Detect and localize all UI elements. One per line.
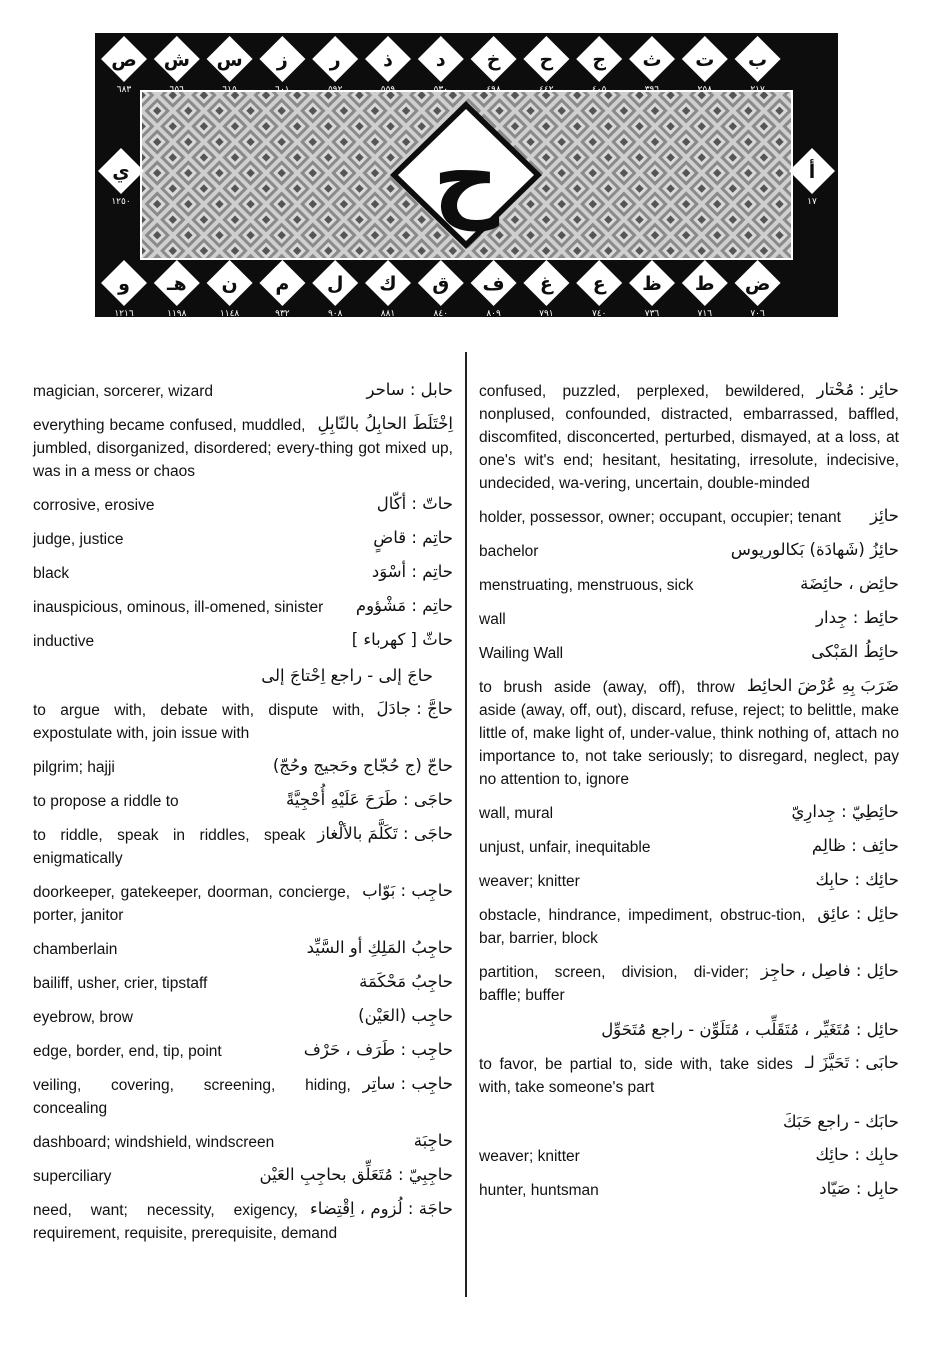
arabic-headword: حاتِم : مَشْؤوم: [355, 596, 453, 615]
letter-tile-page: ١٢٥٠: [111, 197, 131, 207]
letter-tile-letter: ف: [482, 273, 505, 295]
letter-tile-letter: أ: [808, 161, 816, 183]
dictionary-entry: [479, 1053, 899, 1099]
english-definition: weaver; knitter: [479, 873, 580, 890]
chapter-banner: [95, 33, 838, 317]
letter-tile-letter: س: [216, 49, 243, 71]
dictionary-entry: [33, 972, 453, 995]
dictionary-entry: [33, 562, 453, 585]
arabic-headword: حابَك - راجع حَبَكَ: [782, 1112, 899, 1131]
letter-tile-page: ٧٩١: [539, 309, 554, 317]
english-definition: judge, justice: [33, 531, 124, 548]
dictionary-entry: [33, 664, 453, 688]
letter-tile-page: ٩٣٢: [275, 309, 290, 317]
english-definition: to riddle, speak in riddles, speak enigmatically: [33, 827, 306, 867]
dictionary-entry: [479, 676, 899, 791]
english-definition: weaver; knitter: [479, 1148, 580, 1165]
english-definition: holder, possessor, owner; occupant, occupier; tenant: [479, 509, 841, 526]
dictionary-entry: [33, 1074, 453, 1120]
english-definition: edge, border, end, tip, point: [33, 1043, 222, 1060]
arabic-headword: حاجِب (العَيْن): [358, 1006, 453, 1025]
arabic-headword: حاثّ [ كهرباء ]: [351, 630, 453, 649]
english-definition: inauspicious, ominous, ill-omened, sinister: [33, 599, 324, 616]
letter-tile-letter: ص: [111, 49, 137, 71]
dictionary-entry: [33, 824, 453, 870]
arabic-headword: حائِل : مُتَغَيِّر ، مُتَقَلِّب ، مُتَلَوِّن - راجع مُتَحَوِّل: [601, 1020, 899, 1039]
letter-tile-letter: غ: [539, 273, 553, 295]
arabic-headword: حاتِم : قاضٍ: [373, 528, 453, 547]
letter-tile-page: ٨٨١: [380, 309, 396, 317]
dictionary-entry: [33, 1131, 453, 1154]
letter-tile-letter: ج: [592, 49, 607, 71]
english-definition: Wailing Wall: [479, 645, 564, 662]
dictionary-entry: [479, 1018, 899, 1042]
dictionary-entry: [33, 494, 453, 517]
english-definition: menstruating, menstruous, sick: [479, 577, 694, 594]
letter-tile-letter: و: [118, 273, 130, 295]
main-letter: ح: [432, 124, 500, 231]
arabic-headword: حائِر : مُحْتار: [816, 380, 899, 399]
dictionary-entry: [33, 1199, 453, 1245]
letter-tile-letter: ذ: [383, 49, 393, 71]
letter-tile-page: ٨٠٩: [486, 309, 501, 317]
letter-tile-page: ٢٥٨: [697, 85, 713, 95]
english-definition: partition, screen, division, di-vider; baffle; buffer: [479, 964, 749, 1004]
english-definition: magician, sorcerer, wizard: [33, 383, 214, 400]
dictionary-entry: [33, 756, 453, 779]
dictionary-entry: [479, 1145, 899, 1168]
english-definition: to brush aside (away, off), throw aside (away, off, out), discard, refuse, reject; to belittle, make little of, make light of, under-value, think nothing of, attach no importance to, not take seriously; to disregard, neglect, pay no attention to, ignore: [479, 679, 899, 788]
letter-tile-page: ٦١٥: [222, 85, 237, 95]
arabic-headword: حاتِم : أسْوَد: [371, 562, 453, 581]
english-definition: dashboard; windshield, windscreen: [33, 1134, 275, 1151]
letter-tile-page: ٥٥٩: [380, 85, 396, 95]
arabic-headword: حائِض ، حائِضَة: [800, 574, 899, 593]
dictionary-entry: [33, 380, 453, 403]
letter-tile-letter: ن: [221, 273, 238, 295]
arabic-headword: حابَى : تَحَيَّزَ لـ: [804, 1053, 899, 1072]
dictionary-entry: [479, 380, 899, 495]
letter-tile-letter: ق: [432, 273, 450, 295]
letter-tile-letter: ع: [592, 273, 606, 295]
letter-tile-page: ٨٤٠: [433, 309, 449, 317]
letter-tile-letter: ك: [379, 273, 397, 295]
arabic-headword: حابِل : صَيّاد: [819, 1179, 899, 1198]
dictionary-entry: [479, 904, 899, 950]
arabic-headword: ضَرَبَ بِهِ عُرْضَ الحائِط: [746, 676, 899, 695]
column-divider: [465, 352, 467, 1297]
letter-tile-letter: هـ: [166, 273, 187, 295]
letter-tile-page: ١٢١٦: [114, 309, 134, 317]
english-definition: need, want; necessity, exigency, requirement, requisite, prerequisite, demand: [33, 1202, 338, 1242]
dictionary-entry: [33, 528, 453, 551]
letter-tile-page: ٦٥٦: [169, 85, 185, 95]
english-definition: wall: [479, 611, 506, 628]
arabic-headword: حائِزُ (شَهادَة) بَكالوريوس: [730, 540, 899, 559]
english-definition: confused, puzzled, perplexed, bewildered, nonplused, confounded, distracted, embarrassed, baffled, discomfited, disconcerted, perturbed, dismayed, at a loss, at one's wit's end; hesitant, hesitating, irresolute, indecisive, undecided, wa-vering, uncertain, double-minded: [479, 383, 899, 492]
arabic-headword: حائِك : حابِك: [815, 870, 899, 889]
left-column: [33, 380, 453, 1256]
dictionary-entry: [33, 699, 453, 745]
english-definition: corrosive, erosive: [33, 497, 155, 514]
letter-tile-page: ٧٤٠: [591, 309, 607, 317]
arabic-headword: اِخْتَلَطَ الحابِلُ بالنّابِلِ: [317, 414, 453, 433]
dictionary-entry: [33, 881, 453, 927]
letter-tile-letter: ط: [694, 273, 715, 295]
letter-tile-page: ٤٤٢: [539, 85, 554, 95]
english-definition: superciliary: [33, 1168, 112, 1185]
dictionary-entry: [33, 1006, 453, 1029]
letter-tile-page: ٧١٦: [697, 309, 713, 317]
arabic-headword: حاجِب : طَرَف ، حَرْف: [303, 1040, 453, 1059]
english-definition: black: [33, 565, 70, 582]
dictionary-entry: [479, 1110, 899, 1134]
letter-tile-page: ٤٩٨: [486, 85, 501, 95]
letter-tile-page: ١١٩٨: [167, 309, 187, 317]
english-definition: hunter, huntsman: [479, 1182, 599, 1199]
arabic-headword: حاجِبُ مَحْكَمَة: [359, 972, 453, 991]
english-definition: wall, mural: [479, 805, 554, 822]
dictionary-entry: [33, 790, 453, 813]
letter-tile-page: ٢١٧: [750, 85, 765, 95]
english-definition: to propose a riddle to: [33, 793, 179, 810]
letter-tile-page: ٥٣٠: [433, 85, 449, 95]
letter-tile-page: ٦٠١: [275, 85, 290, 95]
english-definition: bailiff, usher, crier, tipstaff: [33, 975, 208, 992]
dictionary-entry: [479, 540, 899, 563]
dictionary-entry: [479, 1179, 899, 1202]
arabic-headword: حاجِب : ساتِر: [362, 1074, 453, 1093]
letter-tile-letter: ت: [695, 49, 715, 71]
letter-tile-letter: خ: [486, 49, 501, 71]
english-definition: obstacle, hindrance, impediment, obstruc-tion, bar, barrier, block: [479, 907, 806, 947]
arabic-headword: حاجَة : لُزوم ، اِقْتِضاء: [310, 1199, 453, 1218]
dictionary-entry: [479, 642, 899, 665]
arabic-headword: حاجّ (ج حُجّاج وحَجيج وحُجّ): [272, 756, 453, 775]
letter-tile-page: ١١٤٨: [219, 309, 240, 317]
arabic-headword: حاجِب : بَوّاب: [362, 881, 453, 900]
letter-tile-letter: ر: [329, 49, 341, 71]
english-definition: veiling, covering, screening, hiding, concealing: [33, 1077, 351, 1117]
dictionary-entry: [33, 1040, 453, 1063]
banner-art: [95, 33, 838, 317]
arabic-headword: حاجِبُ المَلِكِ أو السَّيِّد: [306, 938, 453, 957]
arabic-headword: حائِز: [870, 506, 899, 525]
arabic-headword: حائِط : جِدار: [816, 608, 899, 627]
arabic-headword: حابل : ساحر: [366, 380, 453, 399]
letter-tile-letter: د: [435, 49, 446, 71]
letter-tile-letter: ش: [163, 49, 190, 71]
dictionary-entry: [479, 870, 899, 893]
letter-tile-page: ١٧: [807, 197, 817, 207]
letter-tile-page: ٣٩٦: [644, 85, 660, 95]
english-definition: to favor, be partial to, side with, take sides with, take someone's part: [479, 1056, 793, 1096]
dictionary-entry: [33, 938, 453, 961]
arabic-headword: حائِل : فاصِل ، حاجِز: [760, 961, 899, 980]
dictionary-entry: [479, 802, 899, 825]
letter-tile-letter: ح: [539, 49, 554, 71]
arabic-headword: حائِل : عائِق: [817, 904, 899, 923]
arabic-headword: حاجَ إلى - راجع اِحْتاجَ إلى: [261, 666, 433, 685]
arabic-headword: حاجَّ : جادَلَ: [376, 699, 453, 718]
dictionary-entry: [479, 836, 899, 859]
letter-tile-page: ٦٨٣: [116, 85, 132, 95]
arabic-headword: حاتّ : أكّال: [376, 494, 453, 513]
letter-tile-letter: ض: [744, 273, 771, 295]
arabic-headword: حاجَى : تَكَلَّمَ بالألْغاز: [317, 824, 453, 843]
letter-tile-page: ٩٠٨: [327, 309, 343, 317]
arabic-headword: حاجِبَة: [413, 1131, 453, 1150]
dictionary-entry: [479, 574, 899, 597]
english-definition: to argue with, debate with, dispute with, expostulate with, join issue with: [33, 702, 365, 742]
english-definition: pilgrim; hajji: [33, 759, 115, 776]
english-definition: eyebrow, brow: [33, 1009, 133, 1026]
letter-tile-letter: ي: [112, 161, 130, 183]
arabic-headword: حائِطُ المَبْكى: [811, 642, 899, 661]
english-definition: unjust, unfair, inequitable: [479, 839, 651, 856]
english-definition: doorkeeper, gatekeeper, doorman, concierge, porter, janitor: [33, 884, 351, 924]
letter-tile-letter: ز: [276, 49, 288, 71]
dictionary-entry: [479, 608, 899, 631]
english-definition: bachelor: [479, 543, 539, 560]
letter-tile-page: ٧٠٦: [750, 309, 765, 317]
letter-tile-letter: ث: [642, 49, 662, 71]
dictionary-entry: [33, 1165, 453, 1188]
letter-tile-letter: ل: [326, 273, 344, 295]
letter-tile-letter: ظ: [642, 273, 662, 295]
dictionary-entry: [479, 506, 899, 529]
arabic-headword: حائِف : ظالِم: [811, 836, 899, 855]
dictionary-entry: [33, 414, 453, 483]
letter-tile-letter: م: [275, 273, 290, 295]
dictionary-entry: [33, 596, 453, 619]
right-column: [479, 380, 899, 1213]
arabic-headword: حابِك : حائِك: [815, 1145, 899, 1164]
arabic-headword: حاجِبِيّ : مُتَعَلِّق بحاجِبِ العَيْن: [259, 1165, 453, 1184]
english-definition: everything became confused, muddled, jumbled, disorganized, disordered; every-thing got mixed up, was in a mess or chaos: [33, 417, 453, 480]
dictionary-entry: [33, 630, 453, 653]
arabic-headword: حاجَى : طَرَحَ عَلَيْهِ أُحْجِيَّةً: [286, 790, 453, 809]
letter-tile-letter: ب: [748, 49, 768, 71]
dictionary-entry: [479, 961, 899, 1007]
letter-tile-page: ٥٩٢: [327, 85, 343, 95]
letter-tile-page: ٤٠٥: [591, 85, 607, 95]
arabic-headword: حائِطِيّ : جِدارِيّ: [791, 802, 899, 821]
english-definition: chamberlain: [33, 941, 118, 958]
letter-tile-page: ٧٣٦: [644, 309, 660, 317]
english-definition: inductive: [33, 633, 95, 650]
